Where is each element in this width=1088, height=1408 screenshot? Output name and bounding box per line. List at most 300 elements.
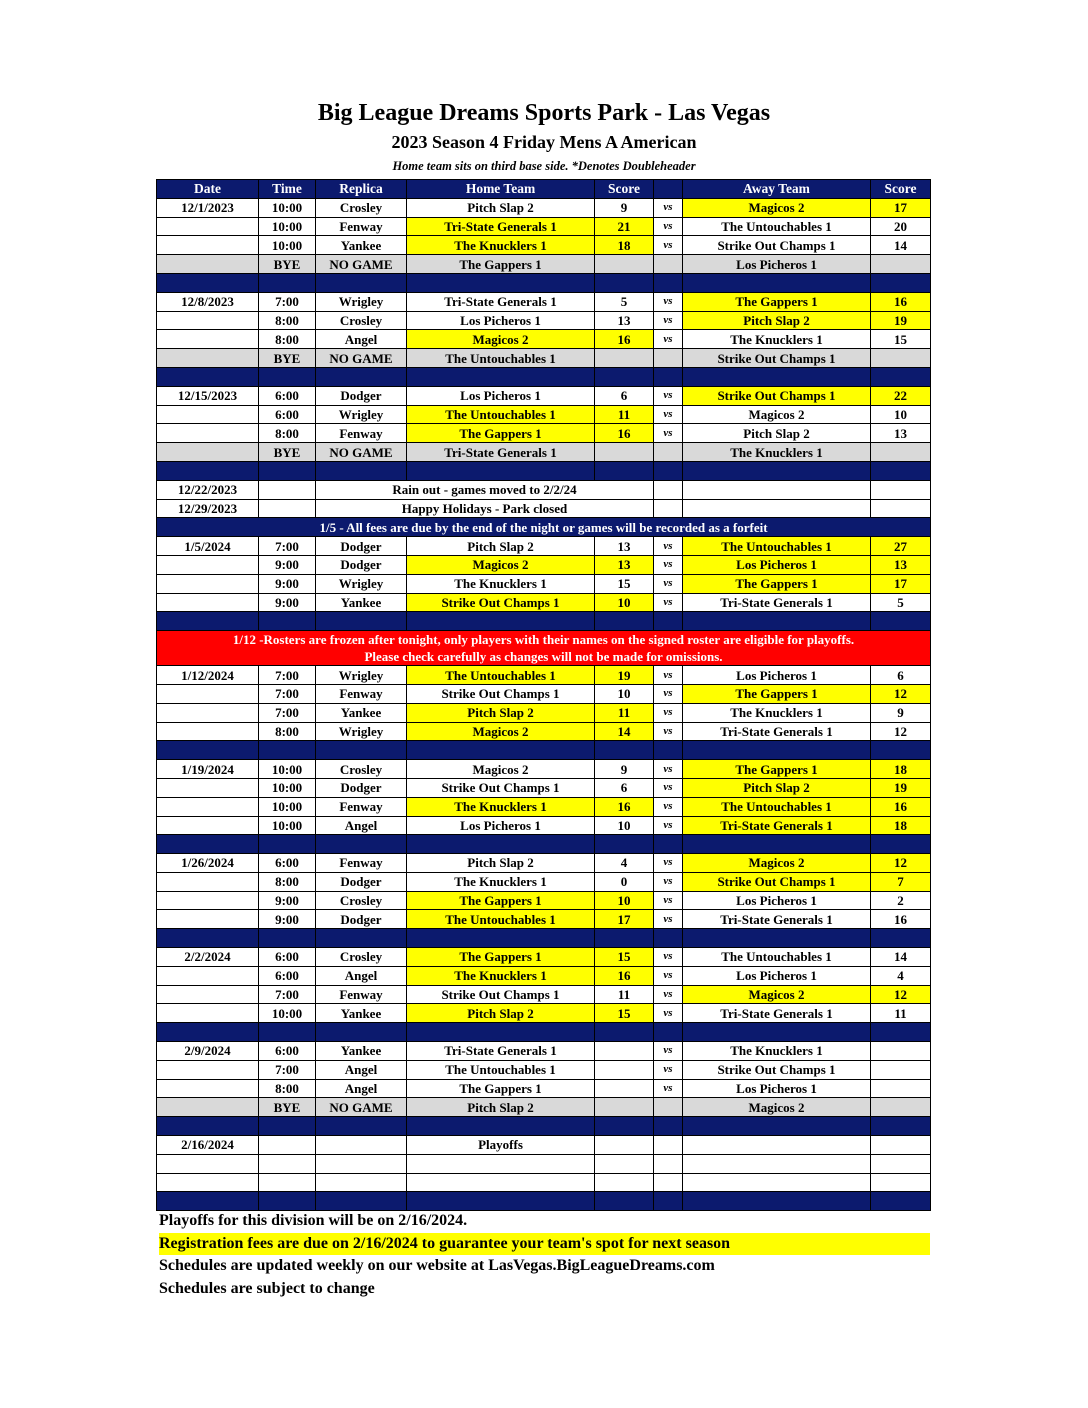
home-team: Magicos 2 — [407, 722, 595, 741]
home-score: 14 — [595, 722, 654, 741]
away-team: The Gappers 1 — [683, 684, 871, 703]
separator-cell — [407, 1192, 595, 1211]
note-date: 12/22/2023 — [157, 480, 259, 499]
separator-cell — [407, 367, 595, 386]
separator-row — [157, 1023, 931, 1042]
empty-cell — [595, 1098, 654, 1117]
game-row — [157, 948, 931, 967]
game-field: Dodger — [316, 872, 407, 891]
game-time: 9:00 — [259, 910, 316, 929]
game-time: 8:00 — [259, 1079, 316, 1098]
home-team: The Gappers 1 — [407, 424, 595, 443]
game-row — [157, 236, 931, 255]
roster-notice-row — [157, 631, 931, 666]
separator-cell — [654, 1023, 683, 1042]
empty-cell — [871, 1154, 931, 1173]
game-time: 10:00 — [259, 1004, 316, 1023]
separator-cell — [157, 929, 259, 948]
vs-label: vs — [654, 872, 683, 891]
game-date — [157, 555, 259, 574]
game-row — [157, 574, 931, 593]
home-score: 13 — [595, 537, 654, 556]
header-away-score: Score — [871, 180, 931, 199]
separator-cell — [871, 741, 931, 760]
blank-row — [157, 1173, 931, 1192]
table-header — [157, 180, 931, 199]
game-time: 7:00 — [259, 666, 316, 685]
away-team: Strike Out Champs 1 — [683, 872, 871, 891]
game-date — [157, 722, 259, 741]
away-score: 20 — [871, 217, 931, 236]
game-field: Yankee — [316, 703, 407, 722]
separator-cell — [654, 741, 683, 760]
bye-home-team: The Gappers 1 — [407, 255, 595, 274]
home-team: The Knucklers 1 — [407, 966, 595, 985]
game-time: 6:00 — [259, 966, 316, 985]
game-date — [157, 255, 259, 274]
separator-cell — [654, 461, 683, 480]
game-field: Wrigley — [316, 405, 407, 424]
game-time: 9:00 — [259, 891, 316, 910]
game-field: Angel — [316, 330, 407, 349]
separator-cell — [259, 741, 316, 760]
vs-label: vs — [654, 816, 683, 835]
away-score: 19 — [871, 311, 931, 330]
separator-cell — [683, 273, 871, 292]
separator-cell — [683, 1192, 871, 1211]
no-game-label: NO GAME — [316, 349, 407, 368]
home-team: Strike Out Champs 1 — [407, 778, 595, 797]
empty-cell — [259, 1173, 316, 1192]
separator-cell — [407, 1023, 595, 1042]
roster-notice — [157, 631, 931, 666]
vs-label: vs — [654, 537, 683, 556]
home-team: The Untouchables 1 — [407, 666, 595, 685]
separator-cell — [595, 367, 654, 386]
game-field: Fenway — [316, 217, 407, 236]
separator-row — [157, 461, 931, 480]
game-time: 7:00 — [259, 684, 316, 703]
separator-cell — [259, 1117, 316, 1136]
separator-cell — [683, 835, 871, 854]
game-row — [157, 666, 931, 685]
home-score: 16 — [595, 330, 654, 349]
away-team: Tri-State Generals 1 — [683, 722, 871, 741]
game-date — [157, 311, 259, 330]
away-team: Pitch Slap 2 — [683, 424, 871, 443]
home-team: The Knucklers 1 — [407, 797, 595, 816]
game-date — [157, 985, 259, 1004]
home-team: Tri-State Generals 1 — [407, 292, 595, 311]
bye-row — [157, 1098, 931, 1117]
separator-cell — [871, 367, 931, 386]
separator-cell — [595, 741, 654, 760]
game-field: Yankee — [316, 1042, 407, 1061]
game-row — [157, 985, 931, 1004]
empty-cell — [157, 1173, 259, 1192]
game-time: 10:00 — [259, 236, 316, 255]
game-row — [157, 198, 931, 217]
home-team: Magicos 2 — [407, 330, 595, 349]
empty-cell — [683, 480, 871, 499]
bye-label: BYE — [259, 255, 316, 274]
away-team: The Untouchables 1 — [683, 797, 871, 816]
game-row — [157, 722, 931, 741]
separator-cell — [259, 367, 316, 386]
separator-row — [157, 1192, 931, 1211]
home-score: 10 — [595, 891, 654, 910]
game-field: Dodger — [316, 910, 407, 929]
away-team: Magicos 2 — [683, 985, 871, 1004]
home-team: Los Picheros 1 — [407, 386, 595, 405]
separator-cell — [683, 1023, 871, 1042]
game-time: 8:00 — [259, 424, 316, 443]
away-score: 18 — [871, 816, 931, 835]
separator-row — [157, 929, 931, 948]
note-row — [157, 480, 931, 499]
separator-row — [157, 1117, 931, 1136]
empty-cell — [654, 480, 683, 499]
game-field: Crosley — [316, 198, 407, 217]
game-row — [157, 537, 931, 556]
home-score: 10 — [595, 593, 654, 612]
fees-notice-row — [157, 518, 931, 537]
separator-cell — [316, 367, 407, 386]
fees-notice: 1/5 - All fees are due by the end of the night or games will be recorded as a forfeit — [157, 518, 931, 537]
away-score: 7 — [871, 872, 931, 891]
home-team: The Gappers 1 — [407, 1079, 595, 1098]
game-field: Fenway — [316, 985, 407, 1004]
vs-label: vs — [654, 910, 683, 929]
separator-cell — [407, 929, 595, 948]
empty-cell — [654, 1098, 683, 1117]
separator-cell — [316, 612, 407, 631]
home-team: Pitch Slap 2 — [407, 1004, 595, 1023]
separator-cell — [595, 1117, 654, 1136]
header-away-team: Away Team — [683, 180, 871, 199]
separator-cell — [654, 1117, 683, 1136]
game-row — [157, 797, 931, 816]
separator-cell — [871, 1117, 931, 1136]
separator-cell — [595, 1023, 654, 1042]
separator-cell — [654, 1192, 683, 1211]
bye-away-team: Los Picheros 1 — [683, 255, 871, 274]
home-score: 16 — [595, 966, 654, 985]
separator-cell — [407, 612, 595, 631]
game-row — [157, 1060, 931, 1079]
game-row — [157, 854, 931, 873]
home-score: 15 — [595, 948, 654, 967]
away-score: 18 — [871, 760, 931, 779]
home-team: The Untouchables 1 — [407, 910, 595, 929]
vs-label: vs — [654, 966, 683, 985]
game-date: 1/19/2024 — [157, 760, 259, 779]
home-team: The Untouchables 1 — [407, 405, 595, 424]
home-score — [595, 1079, 654, 1098]
empty-cell — [259, 1136, 316, 1155]
separator-cell — [157, 1023, 259, 1042]
vs-label: vs — [654, 424, 683, 443]
empty-cell — [316, 1136, 407, 1155]
separator-cell — [259, 612, 316, 631]
game-row — [157, 910, 931, 929]
vs-label: vs — [654, 555, 683, 574]
game-time: 10:00 — [259, 760, 316, 779]
vs-label: vs — [654, 574, 683, 593]
home-team: Strike Out Champs 1 — [407, 593, 595, 612]
home-team: The Knucklers 1 — [407, 574, 595, 593]
away-score: 16 — [871, 797, 931, 816]
bye-row — [157, 443, 931, 462]
home-score: 19 — [595, 666, 654, 685]
empty-cell — [259, 480, 316, 499]
away-score: 13 — [871, 424, 931, 443]
vs-label: vs — [654, 330, 683, 349]
game-field: Crosley — [316, 891, 407, 910]
away-team: The Untouchables 1 — [683, 948, 871, 967]
separator-cell — [316, 1117, 407, 1136]
game-time: 8:00 — [259, 872, 316, 891]
away-score: 10 — [871, 405, 931, 424]
game-row — [157, 778, 931, 797]
away-score: 4 — [871, 966, 931, 985]
away-team: Magicos 2 — [683, 198, 871, 217]
separator-cell — [407, 1117, 595, 1136]
schedule-table — [156, 179, 931, 1211]
game-date — [157, 684, 259, 703]
home-score: 13 — [595, 311, 654, 330]
empty-cell — [871, 349, 931, 368]
separator-cell — [259, 273, 316, 292]
home-team: Los Picheros 1 — [407, 311, 595, 330]
game-row — [157, 217, 931, 236]
separator-cell — [407, 741, 595, 760]
empty-cell — [683, 1136, 871, 1155]
empty-cell — [595, 255, 654, 274]
header — [0, 98, 1088, 175]
separator-cell — [595, 461, 654, 480]
empty-cell — [654, 1136, 683, 1155]
game-time: 7:00 — [259, 1060, 316, 1079]
separator-cell — [654, 367, 683, 386]
game-field: Wrigley — [316, 574, 407, 593]
away-team: Strike Out Champs 1 — [683, 386, 871, 405]
home-team: Tri-State Generals 1 — [407, 217, 595, 236]
game-row — [157, 966, 931, 985]
away-score: 17 — [871, 574, 931, 593]
home-team: The Untouchables 1 — [407, 1060, 595, 1079]
schedule-body — [157, 198, 931, 1210]
footer-line: Schedules are subject to change — [159, 1279, 375, 1297]
separator-cell — [595, 612, 654, 631]
bye-home-team: Tri-State Generals 1 — [407, 443, 595, 462]
empty-cell — [595, 1154, 654, 1173]
game-time: 7:00 — [259, 703, 316, 722]
separator-cell — [654, 835, 683, 854]
separator-cell — [683, 1117, 871, 1136]
home-score: 13 — [595, 555, 654, 574]
empty-cell — [407, 1154, 595, 1173]
game-field: Dodger — [316, 537, 407, 556]
game-time: 9:00 — [259, 593, 316, 612]
vs-label: vs — [654, 292, 683, 311]
vs-label: vs — [654, 405, 683, 424]
away-team: Magicos 2 — [683, 405, 871, 424]
away-score: 12 — [871, 985, 931, 1004]
separator-cell — [259, 929, 316, 948]
away-score: 17 — [871, 198, 931, 217]
separator-row — [157, 741, 931, 760]
separator-cell — [595, 1192, 654, 1211]
game-date — [157, 966, 259, 985]
home-score: 11 — [595, 405, 654, 424]
separator-cell — [407, 835, 595, 854]
away-team: The Gappers 1 — [683, 292, 871, 311]
game-field: Fenway — [316, 854, 407, 873]
header-home-team: Home Team — [407, 180, 595, 199]
home-score: 11 — [595, 703, 654, 722]
separator-cell — [407, 273, 595, 292]
footer-line: Schedules are updated weekly on our website at LasVegas.BigLeagueDreams.com — [159, 1257, 715, 1274]
game-date — [157, 1098, 259, 1117]
away-team: The Knucklers 1 — [683, 330, 871, 349]
empty-cell — [654, 443, 683, 462]
empty-cell — [654, 255, 683, 274]
no-game-label: NO GAME — [316, 1098, 407, 1117]
game-date — [157, 1004, 259, 1023]
game-date: 12/8/2023 — [157, 292, 259, 311]
away-score: 12 — [871, 722, 931, 741]
game-time: 8:00 — [259, 722, 316, 741]
bye-away-team: The Knucklers 1 — [683, 443, 871, 462]
game-date — [157, 349, 259, 368]
separator-cell — [595, 273, 654, 292]
game-row — [157, 405, 931, 424]
separator-cell — [683, 929, 871, 948]
away-team: Tri-State Generals 1 — [683, 593, 871, 612]
vs-label: vs — [654, 985, 683, 1004]
separator-row — [157, 612, 931, 631]
home-score: 18 — [595, 236, 654, 255]
game-field: Fenway — [316, 797, 407, 816]
vs-label: vs — [654, 684, 683, 703]
away-team: Strike Out Champs 1 — [683, 236, 871, 255]
separator-cell — [871, 273, 931, 292]
vs-label: vs — [654, 797, 683, 816]
game-date — [157, 1079, 259, 1098]
game-field: Wrigley — [316, 666, 407, 685]
away-team: Pitch Slap 2 — [683, 778, 871, 797]
home-team: Pitch Slap 2 — [407, 198, 595, 217]
game-row — [157, 1004, 931, 1023]
game-row — [157, 424, 931, 443]
game-time: 10:00 — [259, 816, 316, 835]
empty-cell — [316, 1154, 407, 1173]
empty-cell — [871, 499, 931, 518]
away-team: The Untouchables 1 — [683, 537, 871, 556]
game-field: Dodger — [316, 778, 407, 797]
separator-cell — [316, 929, 407, 948]
no-game-label: NO GAME — [316, 443, 407, 462]
game-field: Fenway — [316, 424, 407, 443]
empty-cell — [157, 1154, 259, 1173]
separator-cell — [157, 835, 259, 854]
game-time: 6:00 — [259, 854, 316, 873]
empty-cell — [259, 1154, 316, 1173]
game-row — [157, 386, 931, 405]
away-score: 12 — [871, 854, 931, 873]
bye-home-team: The Untouchables 1 — [407, 349, 595, 368]
home-score: 4 — [595, 854, 654, 873]
empty-cell — [407, 1173, 595, 1192]
game-date — [157, 330, 259, 349]
game-time: 7:00 — [259, 537, 316, 556]
game-time: 10:00 — [259, 198, 316, 217]
home-score: 0 — [595, 872, 654, 891]
separator-cell — [871, 835, 931, 854]
vs-label: vs — [654, 722, 683, 741]
game-field: Yankee — [316, 593, 407, 612]
vs-label: vs — [654, 217, 683, 236]
game-time: 10:00 — [259, 778, 316, 797]
vs-label: vs — [654, 386, 683, 405]
game-date — [157, 891, 259, 910]
game-row — [157, 593, 931, 612]
vs-label: vs — [654, 760, 683, 779]
game-date: 1/5/2024 — [157, 537, 259, 556]
vs-label: vs — [654, 1004, 683, 1023]
away-score: 13 — [871, 555, 931, 574]
game-row — [157, 891, 931, 910]
roster-notice-line-1: 1/12 -Rosters are frozen after tonight, only players with their names on the signed roster are eligible for playoffs. — [232, 632, 855, 648]
separator-cell — [683, 612, 871, 631]
game-date: 2/2/2024 — [157, 948, 259, 967]
away-team: Los Picheros 1 — [683, 555, 871, 574]
game-date — [157, 593, 259, 612]
away-score: 16 — [871, 292, 931, 311]
game-row — [157, 684, 931, 703]
page-title: Big League Dreams Sports Park - Las Vegas — [317, 100, 771, 126]
away-team: Los Picheros 1 — [683, 966, 871, 985]
game-time: 10:00 — [259, 217, 316, 236]
game-time: 7:00 — [259, 292, 316, 311]
home-score: 10 — [595, 684, 654, 703]
home-team: The Knucklers 1 — [407, 236, 595, 255]
home-team: Pitch Slap 2 — [407, 854, 595, 873]
blank-row — [157, 1154, 931, 1173]
bye-away-team: Magicos 2 — [683, 1098, 871, 1117]
game-date — [157, 703, 259, 722]
away-score — [871, 1060, 931, 1079]
empty-cell — [871, 443, 931, 462]
home-team: Strike Out Champs 1 — [407, 684, 595, 703]
home-team: Magicos 2 — [407, 760, 595, 779]
game-date — [157, 443, 259, 462]
vs-label: vs — [654, 854, 683, 873]
game-date: 12/1/2023 — [157, 198, 259, 217]
game-row — [157, 330, 931, 349]
empty-cell — [259, 499, 316, 518]
separator-cell — [871, 461, 931, 480]
footer-line: Playoffs for this division will be on 2/16/2024. — [159, 1212, 468, 1229]
bye-label: BYE — [259, 1098, 316, 1117]
empty-cell — [595, 443, 654, 462]
footer-notes — [159, 1210, 930, 1300]
game-field: Angel — [316, 966, 407, 985]
separator-cell — [157, 741, 259, 760]
separator-cell — [871, 1023, 931, 1042]
away-score: 6 — [871, 666, 931, 685]
